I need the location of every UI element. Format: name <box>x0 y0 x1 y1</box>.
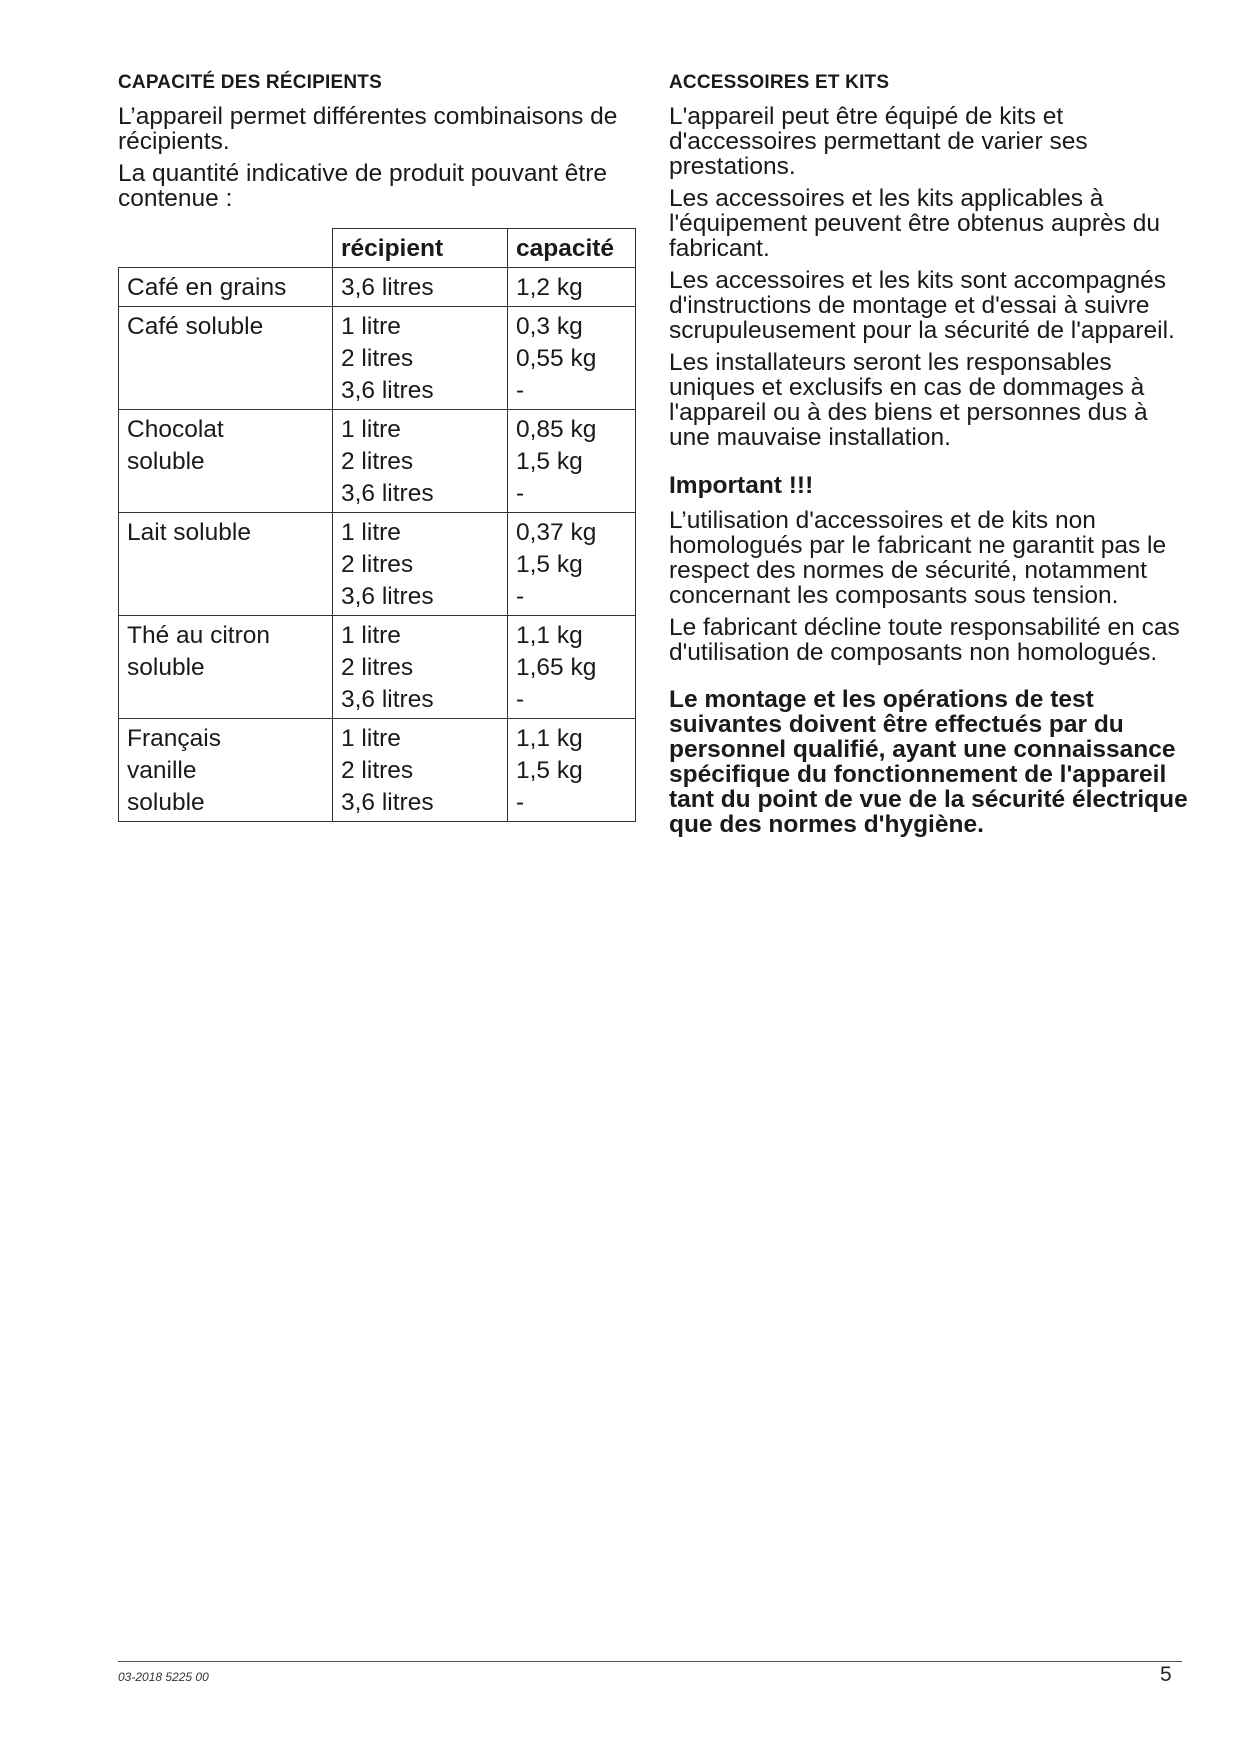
header-capacity: capacité <box>508 229 636 268</box>
section-title-accessories: ACCESSOIRES ET KITS <box>669 72 890 93</box>
product-cell-line: Français <box>127 725 221 752</box>
accessories-paragraph-1: L'appareil peut être équipé de kits et d'accessoires permettant de varier ses prestations. <box>669 103 1088 180</box>
container-cell-line: 2 litres <box>341 757 414 784</box>
product-cell <box>119 268 333 307</box>
product-cell-line: Café en grains <box>127 274 287 301</box>
capacity-cell <box>508 307 636 410</box>
container-cell-line: 3,6 litres <box>341 377 434 404</box>
container-cell <box>333 268 508 307</box>
product-cell-line: vanille <box>127 757 197 784</box>
capacity-cell-line: - <box>516 377 525 404</box>
capacity-cell <box>508 268 636 307</box>
product-cell-line: Chocolat <box>127 416 224 443</box>
section-title-capacity: CAPACITÉ DES RÉCIPIENTS <box>118 72 382 93</box>
header-container: récipient <box>333 229 508 268</box>
header-empty-cell <box>119 229 333 268</box>
capacity-cell-line: 1,1 kg <box>516 622 583 649</box>
container-cell-line: 3,6 litres <box>341 274 434 301</box>
container-cell-line: 3,6 litres <box>341 789 434 816</box>
product-cell <box>119 513 333 616</box>
container-cell-line: 1 litre <box>341 519 401 546</box>
page-number: 5 <box>1160 1663 1172 1686</box>
product-cell-line: soluble <box>127 654 205 681</box>
capacity-cell-line: 1,2 kg <box>516 274 583 301</box>
capacity-cell-line: 1,5 kg <box>516 448 583 475</box>
intro-paragraph-2: La quantité indicative de produit pouvant être contenue : <box>118 160 607 212</box>
accessories-paragraph-2: Les accessoires et les kits applicables à l'équipement peuvent être obtenus auprès du fabricant. <box>669 185 1160 262</box>
capacity-cell-line: 0,55 kg <box>516 345 597 372</box>
container-cell-line: 1 litre <box>341 313 401 340</box>
capacity-cell-line: - <box>516 583 525 610</box>
container-cell-line: 3,6 litres <box>341 583 434 610</box>
product-cell <box>119 307 333 410</box>
capacity-table <box>118 228 636 822</box>
table-row <box>119 410 636 513</box>
table-body <box>119 268 636 822</box>
product-cell-line: Thé au citron <box>127 622 270 649</box>
accessories-paragraph-3: Les accessoires et les kits sont accompagnés d'instructions de montage et d'essai à suivre scrupuleusement pour la sécurité de l'appareil. <box>669 267 1175 344</box>
container-cell-line: 1 litre <box>341 725 401 752</box>
product-cell <box>119 410 333 513</box>
container-cell-line: 2 litres <box>341 448 414 475</box>
capacity-cell-line: 0,3 kg <box>516 313 583 340</box>
container-cell <box>333 616 508 719</box>
table-row <box>119 616 636 719</box>
product-cell-line: Lait soluble <box>127 519 251 546</box>
container-cell-line: 2 litres <box>341 654 414 681</box>
capacity-cell-line: 1,5 kg <box>516 757 583 784</box>
table-row <box>119 268 636 307</box>
capacity-cell-line: - <box>516 480 525 507</box>
table-row <box>119 719 636 822</box>
table-row <box>119 307 636 410</box>
container-cell-line: 3,6 litres <box>341 480 434 507</box>
important-heading: Important !!! <box>669 472 814 499</box>
capacity-cell-line: 1,65 kg <box>516 654 597 681</box>
accessories-paragraph-6: Le fabricant décline toute responsabilité en cas d'utilisation de composants non homologués. <box>669 614 1180 666</box>
container-cell <box>333 307 508 410</box>
right-column <box>669 72 1194 837</box>
capacity-cell-line: 0,85 kg <box>516 416 597 443</box>
capacity-cell <box>508 410 636 513</box>
product-cell-line: Café soluble <box>127 313 264 340</box>
table-row <box>119 513 636 616</box>
capacity-cell <box>508 616 636 719</box>
accessories-paragraph-5: L’utilisation d'accessoires et de kits non homologués par le fabricant ne garantit pas le respect des normes de sécurité, notamment concernant les composants sous tension. <box>669 507 1167 609</box>
container-cell-line: 1 litre <box>341 622 401 649</box>
footer-divider <box>118 1661 1182 1662</box>
intro-paragraph-1: L’appareil permet différentes combinaisons de récipients. <box>118 103 618 155</box>
product-cell <box>119 616 333 719</box>
container-cell-line: 3,6 litres <box>341 686 434 713</box>
left-column <box>118 72 638 822</box>
capacity-cell <box>508 719 636 822</box>
capacity-cell-line: - <box>516 789 525 816</box>
capacity-cell-line: - <box>516 686 525 713</box>
container-cell <box>333 719 508 822</box>
table-header-row <box>119 229 636 268</box>
container-cell <box>333 513 508 616</box>
container-cell-line: 2 litres <box>341 345 414 372</box>
qualified-personnel-notice: Le montage et les opérations de test suivantes doivent être effectués par du personnel qualifié, ayant une connaissance spécifique du fonctionnement de l'appareil tant du point de vue de la sécurité électrique que des normes d'hygiène. <box>669 686 1188 838</box>
product-cell <box>119 719 333 822</box>
container-cell-line: 2 litres <box>341 551 414 578</box>
product-cell-line: soluble <box>127 789 205 816</box>
capacity-cell-line: 1,1 kg <box>516 725 583 752</box>
capacity-cell-line: 1,5 kg <box>516 551 583 578</box>
accessories-paragraph-4: Les installateurs seront les responsables uniques et exclusifs en cas de dommages à l'appareil ou à des biens et personnes dus à une mauvaise installation. <box>669 349 1148 451</box>
capacity-cell <box>508 513 636 616</box>
product-cell-line: soluble <box>127 448 205 475</box>
capacity-cell-line: 0,37 kg <box>516 519 597 546</box>
container-cell-line: 1 litre <box>341 416 401 443</box>
footer-document-code: 03-2018 5225 00 <box>118 1670 209 1684</box>
container-cell <box>333 410 508 513</box>
